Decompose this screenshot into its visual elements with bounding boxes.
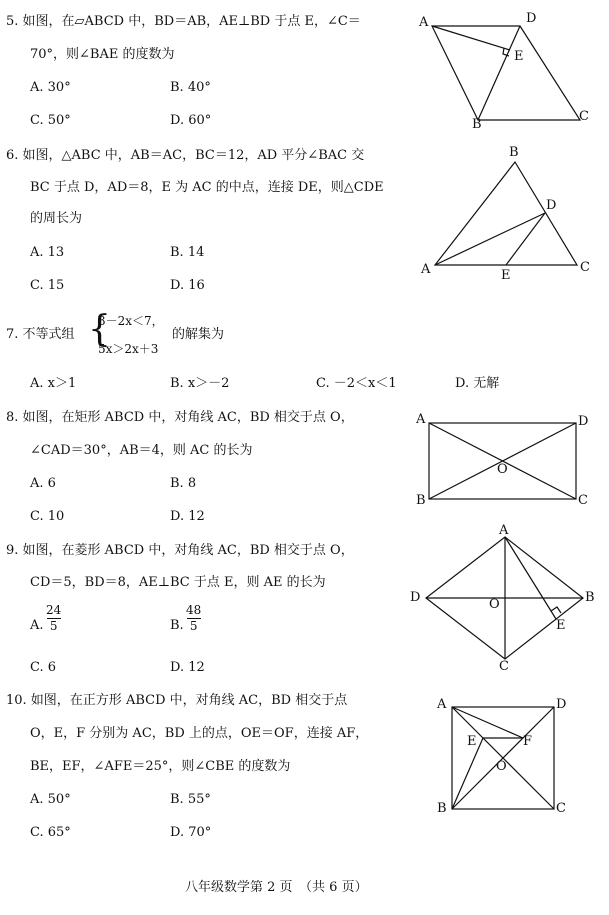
q5-label-d: D [526, 11, 537, 26]
q6-label-d: D [546, 198, 557, 213]
q9-option-a-prefix: A. [30, 618, 44, 633]
q9-option-a-fraction [46, 604, 61, 633]
q5-label-e: E [514, 49, 524, 64]
q9-label-a: A [499, 523, 509, 538]
q10-line1: 10. 如图，在正方形 ABCD 中，对角线 AC，BD 相交于点 [6, 693, 348, 708]
q9-option-d: D. 12 [170, 660, 205, 675]
q8-line2: ∠CAD＝30°，AB＝4，则 AC 的长为 [30, 443, 253, 458]
q6-line3: 的周长为 [30, 211, 83, 226]
q10-option-b: B. 55° [170, 792, 211, 807]
q6-triangle-figure [415, 145, 605, 285]
q5-option-d: D. 60° [170, 113, 212, 128]
q8-label-o: O [497, 462, 508, 477]
q6-option-c: C. 15 [30, 278, 65, 293]
q6-label-a: A [421, 262, 431, 277]
q9-option-b-fraction [186, 604, 201, 633]
q8-label-b: B [416, 493, 426, 508]
q7-option-c: C. －2＜x＜1 [316, 376, 397, 391]
q9-option-b-denominator: 5 [189, 619, 198, 633]
q10-option-c: C. 65° [30, 825, 71, 840]
q6-option-a: A. 13 [30, 245, 65, 260]
q9-option-b-numerator: 48 [186, 603, 202, 617]
q7-suffix: 的解集为 [172, 327, 225, 342]
q10-label-o: O [496, 759, 507, 774]
q8-option-a: A. 6 [30, 476, 56, 491]
q10-label-a: A [437, 697, 447, 712]
q10-label-b: B [437, 801, 447, 816]
q5-label-a: A [419, 15, 429, 30]
q7-system-brace: { [88, 309, 111, 350]
q10-label-f: F [523, 734, 533, 749]
q9-option-b-prefix: B. [170, 618, 184, 633]
q6-option-b: B. 14 [170, 245, 205, 260]
q9-label-o: O [489, 597, 500, 612]
q9-rhombus-figure [405, 523, 605, 673]
q10-label-d: D [556, 697, 567, 712]
q8-option-d: D. 12 [170, 509, 205, 524]
q8-rectangle-figure [412, 408, 607, 513]
q7-prefix: 7. 不等式组 [6, 327, 75, 342]
q8-label-a: A [416, 412, 426, 427]
q6-label-b: B [509, 145, 519, 160]
q10-label-c: C [556, 801, 566, 816]
q7-option-a: A. x＞1 [30, 376, 77, 391]
q5-label-b: B [472, 117, 482, 132]
q6-label-e: E [501, 268, 511, 283]
q5-line2: 70°，则∠BAE 的度数为 [30, 47, 175, 62]
q7-option-b: B. x＞－2 [170, 376, 230, 391]
q9-option-a-denominator: 5 [49, 619, 58, 633]
q10-option-a: A. 50° [30, 792, 71, 807]
q5-label-c: C [579, 109, 589, 124]
q8-line1: 8. 如图，在矩形 ABCD 中，对角线 AC，BD 相交于点 O， [6, 410, 354, 425]
q8-label-c: C [578, 493, 588, 508]
q8-option-b: B. 8 [170, 476, 197, 491]
page-footer: 八年级数学第 2 页 （共 6 页） [185, 880, 368, 895]
q5-option-a: A. 30° [30, 80, 71, 95]
q7-inequality-1: 3－2x＜7， [98, 314, 164, 328]
q8-option-c: C. 10 [30, 509, 65, 524]
q10-square-figure [425, 693, 605, 823]
q5-option-b: B. 40° [170, 80, 211, 95]
q9-label-b: B [585, 590, 595, 605]
q9-label-c: C [499, 659, 509, 674]
q6-line1: 6. 如图，△ABC 中，AB＝AC，BC＝12，AD 平分∠BAC 交 [6, 148, 365, 163]
q9-option-c: C. 6 [30, 660, 57, 675]
q10-line3: BE，EF，∠AFE＝25°，则∠CBE 的度数为 [30, 759, 291, 774]
q5-line1: 5. 如图，在▱ABCD 中，BD＝AB，AE⊥BD 于点 E，∠C＝ [6, 14, 361, 29]
q10-option-d: D. 70° [170, 825, 212, 840]
q5-option-c: C. 50° [30, 113, 71, 128]
q8-label-d: D [578, 414, 589, 429]
q7-inequality-2: 5x＞2x＋3 [98, 342, 159, 356]
q6-option-d: D. 16 [170, 278, 205, 293]
q9-option-a-numerator: 24 [46, 603, 62, 617]
q6-label-c: C [580, 260, 590, 275]
q9-label-d: D [410, 590, 421, 605]
q10-label-e: E [467, 734, 477, 749]
q9-line2: CD＝5，BD＝8，AE⊥BC 于点 E，则 AE 的长为 [30, 575, 326, 590]
q7-option-d: D. 无解 [455, 376, 500, 391]
q6-line2: BC 于点 D，AD＝8，E 为 AC 的中点，连接 DE，则△CDE [30, 180, 384, 195]
q9-line1: 9. 如图，在菱形 ABCD 中，对角线 AC，BD 相交于点 O， [6, 543, 354, 558]
q9-label-e: E [556, 618, 566, 633]
q5-parallelogram-figure [415, 8, 605, 133]
q10-line2: O，E，F 分别为 AC，BD 上的点，OE＝OF，连接 AF， [30, 726, 369, 741]
